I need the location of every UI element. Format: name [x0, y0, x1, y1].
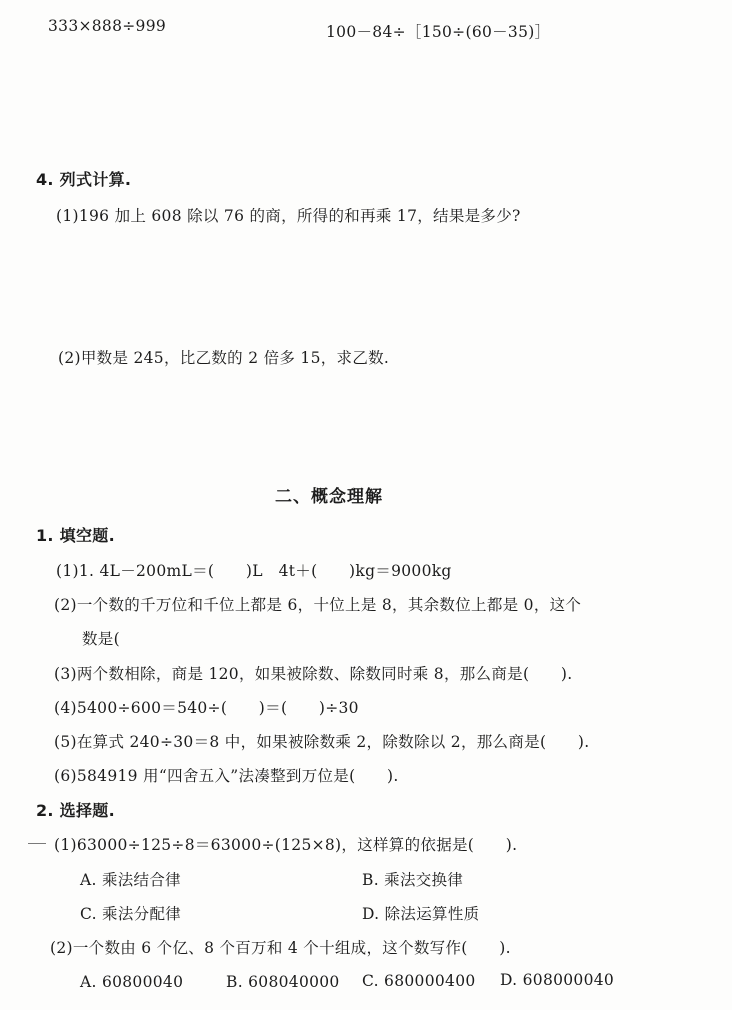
choice-heading: 2. 选择题. [36, 801, 115, 820]
fill-blank-item-4: (4)5400÷600＝540÷( )＝( )÷30 [54, 699, 359, 717]
choice-question-2: (2)一个数由 6 个亿、8 个百万和 4 个十组成，这个数写作( ). [50, 939, 511, 957]
fill-blank-item-2-cont: 数是( [82, 630, 120, 648]
choice-1-option-d: D. 除法运算性质 [362, 905, 480, 923]
choice-1-option-b: B. 乘法交换律 [362, 871, 464, 889]
fill-blank-item-1: (1)1. 4L－200mL＝( )L 4t＋( )kg＝9000kg [56, 562, 452, 580]
expression-right: 100－84÷［150÷(60－35)］ [326, 23, 551, 41]
expression-left: 333×888÷999 [48, 17, 167, 35]
fill-blank-item-3: (3)两个数相除，商是 120，如果被除数、除数同时乘 8，那么商是( ). [54, 665, 573, 683]
question-4-1: (1)196 加上 608 除以 76 的商，所得的和再乘 17，结果是多少? [56, 207, 521, 225]
fill-blank-item-2: (2)一个数的千万位和千位上都是 6，十位上是 8，其余数位上都是 0，这个 [54, 596, 582, 614]
choice-2-option-d: D. 608000040 [500, 971, 615, 989]
choice-1-option-a: A. 乘法结合律 [80, 871, 181, 889]
choice-2-option-b: B. 608040000 [226, 973, 340, 991]
choice-2-option-a: A. 60800040 [80, 973, 184, 991]
fill-blank-item-6: (6)584919 用“四舍五入”法凑整到万位是( ). [54, 767, 399, 785]
fill-blank-heading: 1. 填空题. [36, 526, 115, 545]
fill-blank-item-5: (5)在算式 240÷30＝8 中，如果被除数乘 2，除数除以 2，那么商是( ). [54, 733, 590, 751]
choice-question-1: (1)63000÷125÷8＝63000÷(125×8)，这样算的依据是( ). [54, 836, 518, 854]
question-4-2: (2)甲数是 245，比乙数的 2 倍多 15，求乙数. [58, 349, 390, 367]
stray-pen-mark [28, 843, 46, 846]
choice-1-option-c: C. 乘法分配律 [80, 905, 182, 923]
section-4-heading: 4. 列式计算. [36, 170, 132, 189]
choice-2-option-c: C. 680000400 [362, 972, 476, 990]
part-two-title: 二、概念理解 [275, 487, 383, 507]
